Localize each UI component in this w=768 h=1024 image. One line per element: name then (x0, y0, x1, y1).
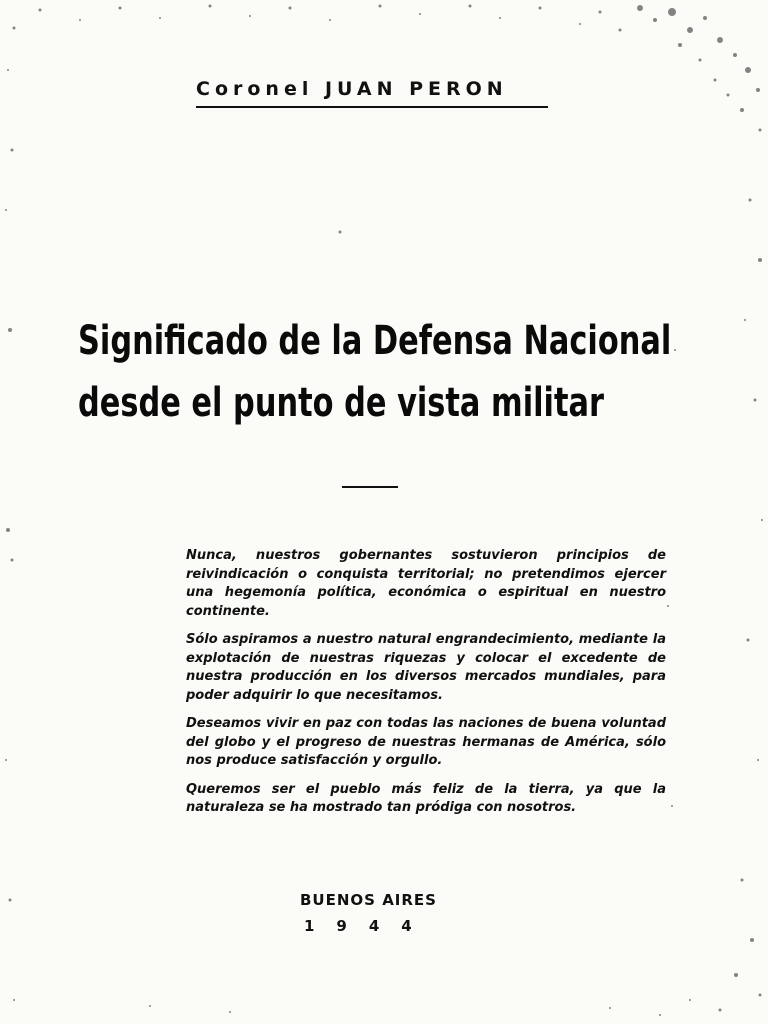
quote-body (186, 547, 666, 828)
title-divider (342, 486, 398, 488)
paragraph-3: Deseamos vivir en paz con todas las naciones de buena voluntad del globo y el progreso de nuestras hermanas de América, sólo nos produce satisfacción y orgullo. (186, 716, 666, 768)
author-name: Coronel JUAN PERON (196, 78, 508, 100)
imprint (300, 891, 440, 935)
paragraph-1: Nunca, nuestros gobernantes sostuvieron principios de reivindicación o conquista territorial; no pretendimos ejercer una hegemonía política, económica o espiritual en nuestro continente. (186, 548, 666, 619)
imprint-city: BUENOS AIRES (300, 891, 437, 909)
author-underline (196, 106, 548, 108)
title-line-2: desde el punto de vista militar (78, 380, 605, 426)
author-line (196, 78, 552, 100)
document-title (78, 310, 672, 434)
imprint-year: 1944 (304, 917, 434, 935)
paragraph-4: Queremos ser el pueblo más feliz de la tierra, ya que la naturaleza se ha mostrado tan pródiga con nosotros. (186, 781, 666, 815)
title-line-1: Significado de la Defensa Nacional (78, 318, 672, 364)
paragraph-2: Sólo aspiramos a nuestro natural engrandecimiento, mediante la explotación de nuestras riquezas y colocar el excedente de nuestra producción en los diversos mercados mundiales, para poder adquirir lo que necesitamos. (186, 632, 666, 703)
